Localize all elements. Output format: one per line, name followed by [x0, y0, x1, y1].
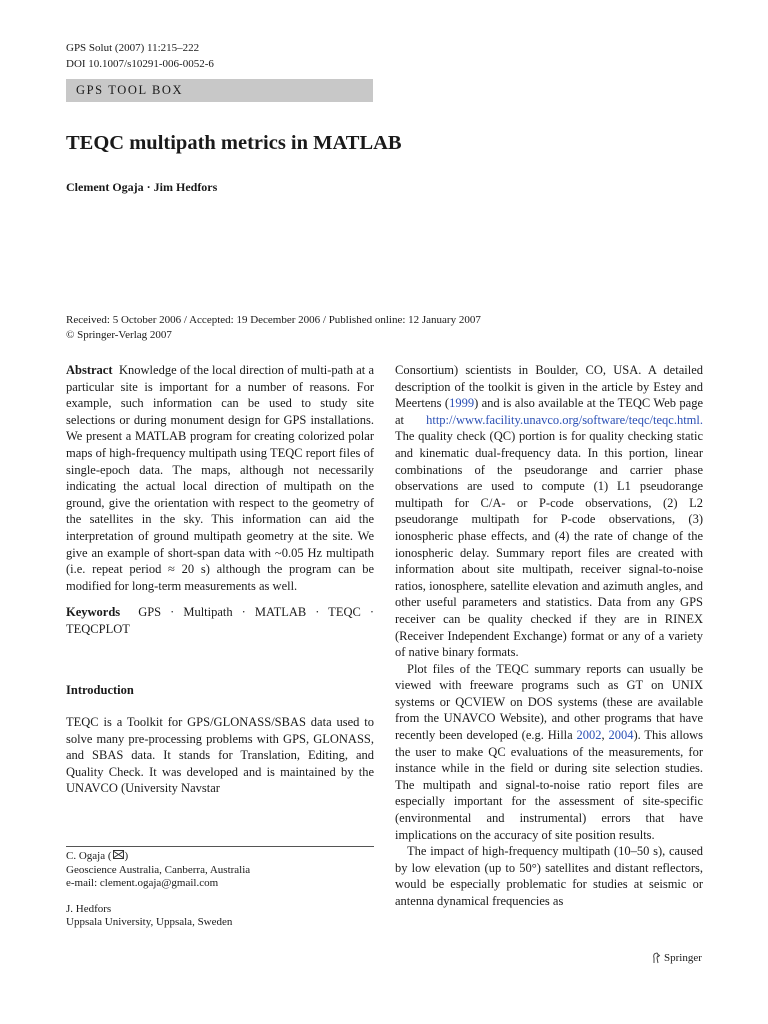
affiliation-hedfors-org: Uppsala University, Uppsala, Sweden — [66, 916, 233, 929]
history-dates: Received: 5 October 2006 / Accepted: 19 December 2006 / Published online: 12 January 2007 — [66, 314, 481, 326]
author-list: Clement Ogaja · Jim Hedfors — [66, 180, 218, 194]
envelope-icon — [113, 850, 124, 859]
article-title: TEQC multipath metrics in MATLAB — [66, 132, 402, 154]
introduction-paragraph-3: The impact of high-frequency multipath (10–50 s), caused by low elevation (up to 50°) satellites and distant reflectors, would be especially problematic for studies at seismic or antenna dynamical frequencies as — [395, 844, 703, 908]
author-affiliations — [66, 846, 374, 930]
copyright-line: © Springer-Verlag 2007 — [66, 329, 172, 341]
citation-link-hilla-2004[interactable]: 2004 — [608, 728, 634, 743]
affiliation-ogaja-org: Geoscience Australia, Canberra, Australia — [66, 863, 251, 876]
doi: DOI 10.1007/s10291-006-0052-6 — [66, 58, 214, 70]
publisher-name: Springer — [664, 952, 702, 964]
abstract — [66, 362, 374, 594]
introduction-paragraph-1: TEQC is a Toolkit for GPS/GLONASS/SBAS data used to solve many pre-processing problems with GPS, GLONASS, and SBAS data. It stands for Translation, Editing, and Quality Check. It was developed and is maintained by the UNAVCO (University Navstar — [66, 715, 374, 796]
journal-reference — [66, 40, 214, 72]
publisher-logo — [651, 952, 702, 964]
keywords-label: Keywords — [66, 605, 121, 620]
introduction-paragraph-2: Plot files of the TEQC summary reports can usually be viewed with freeware programs such as GT on UNIX systems or QCVIEW on DOS systems (these are available from the UNAVCO Website), and other programs that have recently been developed (e.g. Hilla 2002, 2004). This allows the user to make QC evaluations of the measurements, for instance while in the field or during site selection studies. The multipath and signal-to-noise ratio report files are especially important for the assessment of site-specific (environmental and instrumental) errors that have implications on the accuracy of site position results. — [395, 661, 704, 842]
left-column — [66, 362, 374, 797]
affiliation-hedfors: J. Hedfors — [66, 902, 112, 915]
publication-dates — [66, 313, 481, 343]
introduction-paragraph-1-cont: Consortium) scientists in Boulder, CO, USA. A detailed description of the toolkit is given in the article by Estey and Meertens (1999) and is also available at the TEQC Web page at http://www.facility.unavco.org/software/teqc/teqc.html. The quality check (QC) portion is for quality checking static and kinematic dual-frequency data. In this portion, linear combinations of the pseudorange and carrier phase observations are used to compute (1) L1 pseudorange multipath for C/A- or P-code observations, (2) L2 pseudorange multipath for P-code observations, (3) ionospheric phase effects, and (4) the rate of change of the ionospheric delay. Summary report files are created with information about site multipath, receiver signal-to-noise ratios, ionosphere, satellite elevation and azimuth angles, and other useful parameters and statistics. Data from any GPS receiver can be quality checked if they are in RINEX (Receiver Independent Exchange) format or any of a variety of native binary formats. — [395, 363, 703, 660]
keywords — [66, 604, 374, 637]
citation-link-hilla-2002[interactable]: 2002 — [576, 728, 602, 743]
affiliation-ogaja: C. Ogaja ( ) — [66, 850, 129, 862]
keywords-text: GPS · Multipath · MATLAB · TEQC · TEQCPLOT — [66, 605, 374, 636]
abstract-label: Abstract — [66, 363, 113, 377]
citation-link-estey-1999[interactable]: 1999 — [449, 396, 475, 411]
teqc-url-link[interactable]: http://www.facility.unavco.org/software/teqc/teqc.html. — [426, 412, 703, 427]
abstract-text: Knowledge of the local direction of multi-path at a particular site is important for a number of reasons. For example, such information can be used to study site selections or during monument design for GPS installations. We present a MATLAB program for creating colorized polar maps of high-frequency multipath using TEQC report files of single-epoch data. The maps, although not necessarily indicating the actual local direction of multipath on the ground, give the orientation with respect to the geometry of the satellites in the sky. This information can aid the interpretation of ground multipath geometry at the site. We give an example of short-span data with ~0.05 Hz multipath (i.e. repeat period ≈ 20 s) although the program can be modified for long-term measurements as well. — [66, 363, 374, 593]
springer-horse-icon — [651, 952, 661, 964]
introduction-heading: Introduction — [66, 682, 134, 697]
right-column — [395, 362, 703, 910]
journal-citation: GPS Solut (2007) 11:215–222 — [66, 42, 200, 54]
section-label: GPS TOOL BOX — [66, 79, 373, 102]
affiliation-ogaja-email: e-mail: clement.ogaja@gmail.com — [66, 877, 219, 890]
